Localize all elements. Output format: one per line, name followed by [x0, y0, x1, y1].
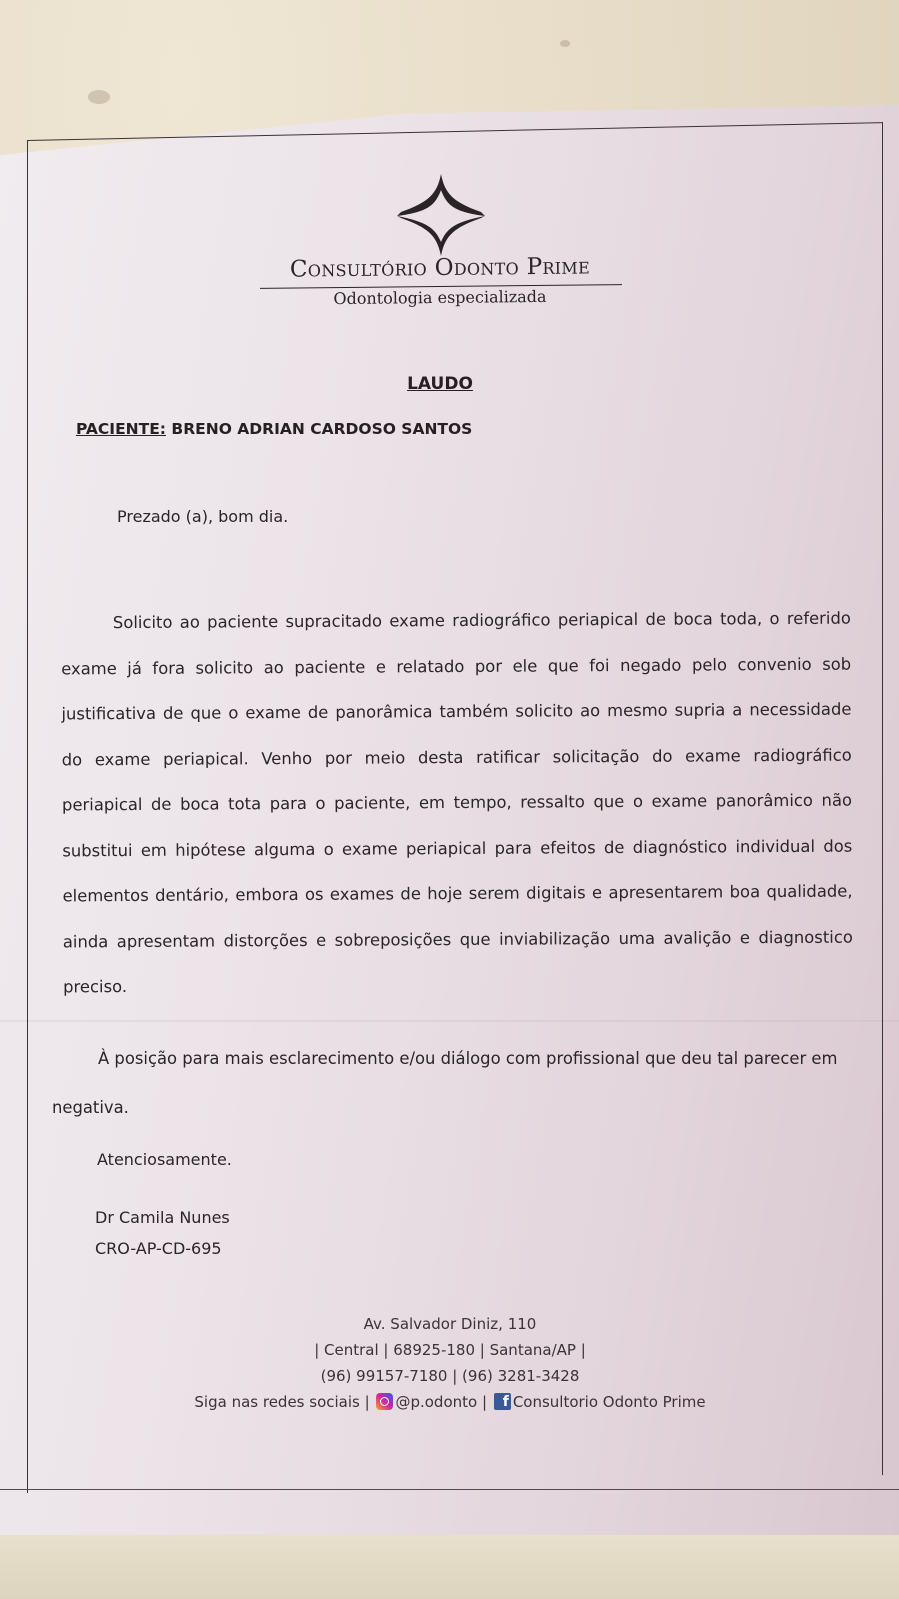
body-paragraph: Solicito ao paciente supracitado exame radiográfico periapical de boca toda, o referido exame já fora solicito ao paciente e relatado por ele que foi negado pelo convenio sob justificativa de que o exame de panorâmica também solicito ao mesmo supria a necessidade do exame periapical. Venho por meio desta ratificar solicitação do exame radiográfico periapical de boca tota para o paciente, em tempo, ressalto que o exame panorâmico não substitui em hipótese alguma o exame periapical para efeitos de diagnóstico individual dos elementos dentário, embora os exames de hoje serem digitais e apresentarem boa qualidade, ainda apresentam distorções e sobreposições que inviabilização uma avalição e diagnostico preciso. — [61, 608, 853, 997]
document-title: LAUDO — [407, 374, 473, 394]
greeting: Prezado (a), bom dia. — [117, 507, 289, 526]
facebook-page: Consultorio Odonto Prime — [512, 1393, 706, 1411]
table-stain — [88, 90, 110, 104]
signer-name: Dr Camila Nunes — [95, 1208, 230, 1227]
patient-label: PACIENTE: — [76, 420, 166, 438]
diamond-logo-icon — [393, 172, 489, 258]
paper-fold-line — [0, 1020, 899, 1022]
footer-social — [100, 1389, 800, 1415]
social-separator: | — [481, 1393, 488, 1411]
letter-border-bottom — [0, 1489, 899, 1490]
brand-name: Consultório Odonto Prime — [289, 253, 591, 283]
table-stain — [560, 40, 570, 47]
footer-address: Av. Salvador Diniz, 110 — [363, 1315, 537, 1333]
facebook-icon: f — [494, 1393, 511, 1410]
patient-line — [76, 420, 472, 438]
instagram-icon — [376, 1393, 393, 1410]
closing-paragraph: À posição para mais esclarecimento e/ou diálogo com profissional que deu tal parecer em negativa. — [52, 1049, 838, 1117]
patient-name: BRENO ADRIAN CARDOSO SANTOS — [171, 420, 473, 438]
social-prefix: Siga nas redes sociais | — [194, 1393, 370, 1411]
footer-location: | Central | 68925-180 | Santana/AP | — [314, 1341, 586, 1359]
footer-phones: (96) 99157-7180 | (96) 3281-3428 — [320, 1367, 580, 1385]
sign-off: Atenciosamente. — [97, 1150, 232, 1169]
table-bottom-edge — [0, 1535, 899, 1599]
signer-registration: CRO-AP-CD-695 — [95, 1239, 222, 1258]
instagram-handle: @p.odonto — [395, 1393, 478, 1411]
letter-footer — [100, 1311, 800, 1415]
brand-tagline: Odontologia especializada — [333, 286, 547, 309]
